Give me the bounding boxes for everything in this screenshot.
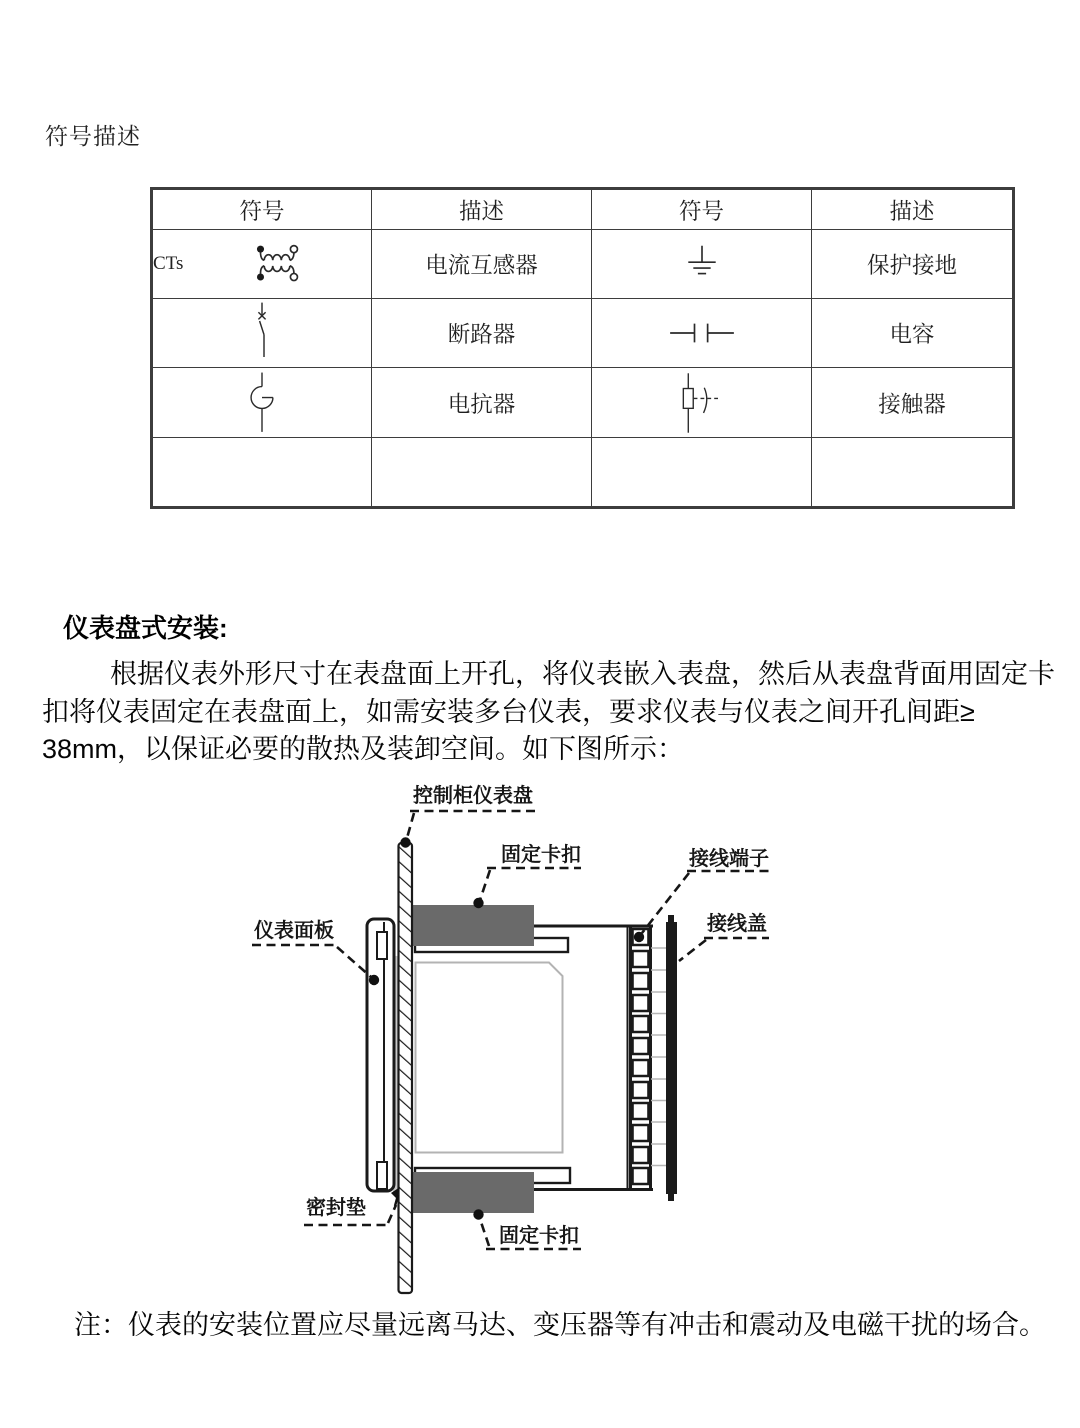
symbol-cell [592, 368, 812, 438]
desc-cell: 电流互感器 [372, 230, 592, 299]
terminal-cover-nub-bottom [668, 1193, 674, 1201]
empty-cell [812, 438, 1014, 508]
reactor-symbol [238, 371, 286, 435]
protective-earth-symbol [680, 243, 724, 285]
desc-cell: 断路器 [372, 299, 592, 368]
table-header-row [152, 189, 1014, 230]
meter-case-outline [416, 963, 563, 1153]
panel-leader-dot [400, 837, 410, 847]
label-fixing-clip-bottom: 固定卡扣 [499, 1225, 579, 1247]
installation-diagram [240, 775, 820, 1303]
install-paragraph [42, 656, 1062, 769]
clip-bottom-leader [480, 1219, 489, 1246]
column-header-symbol-2: 符号 [592, 189, 812, 230]
fixing-clip-bottom [411, 1172, 534, 1213]
table-row [152, 368, 1014, 438]
install-note: 注：仪表的安装位置应尽量远离马达、变压器等有冲击和震动及电磁干扰的场合。 [74, 1310, 1046, 1340]
paragraph-line: 38mm，以保证必要的散热及装卸空间。如下图所示： [42, 734, 685, 764]
circuit-breaker-symbol [245, 301, 279, 365]
bezel-slot-bottom [377, 1162, 387, 1189]
clip-top-leader-dot [473, 898, 483, 908]
contactor-symbol [664, 371, 740, 435]
clip-top-leader [480, 870, 490, 900]
terminal-cover-leader [679, 940, 706, 961]
label-panel: 控制柜仪表盘 [413, 785, 533, 807]
gasket-leader [388, 1205, 396, 1223]
symbol-cell [152, 230, 372, 299]
table-row [152, 230, 1014, 299]
terminal-screw-lines [651, 948, 666, 1166]
desc-cell: 保护接地 [812, 230, 1014, 299]
empty-cell [592, 438, 812, 508]
front-panel-leader-dot [369, 975, 379, 985]
terminal-blocks [633, 929, 649, 1184]
symbol-section-title: 符号描述 [45, 124, 141, 149]
label-terminals: 接线端子 [689, 848, 769, 870]
table-row [152, 299, 1014, 368]
column-header-desc-2: 描述 [812, 189, 1014, 230]
install-section-heading: 仪表盘式安装: [63, 613, 228, 643]
panel-leader [407, 813, 414, 838]
fixing-clip-top [411, 905, 534, 946]
label-front-panel: 仪表面板 [254, 920, 334, 942]
label-terminal-cover: 接线盖 [707, 913, 767, 935]
desc-cell: 电容 [812, 299, 1014, 368]
column-header-symbol-1: 符号 [152, 189, 372, 230]
symbol-cell [592, 230, 812, 299]
terminal-cover-nub-top [668, 915, 674, 923]
desc-cell: 电抗器 [372, 368, 592, 438]
bezel-slot-top [377, 932, 387, 959]
paragraph-line: 扣将仪表固定在表盘面上，如需安装多台仪表，要求仪表与仪表之间开孔间距≥ [42, 696, 975, 727]
paragraph-line: 根据仪表外形尺寸在表盘面上开孔，将仪表嵌入表盘，然后从表盘背面用固定卡 [110, 659, 1055, 689]
empty-cell [152, 438, 372, 508]
symbol-table [150, 187, 1015, 509]
label-fixing-clip-top: 固定卡扣 [501, 844, 581, 866]
panel-cutout-strip [399, 843, 413, 1293]
column-header-desc-1: 描述 [372, 189, 592, 230]
clip-bottom-leader-dot [473, 1209, 483, 1219]
desc-cell: 接触器 [812, 368, 1014, 438]
empty-cell [372, 438, 592, 508]
current-transformer-symbol [254, 241, 306, 287]
capacitor-symbol [664, 318, 740, 348]
symbol-cell [152, 368, 372, 438]
label-gasket: 密封垫 [306, 1197, 366, 1219]
symbol-cell [592, 299, 812, 368]
ct-symbol-label: CTs [153, 253, 184, 274]
terminals-leader-dot [634, 932, 644, 942]
terminals-leader [642, 873, 689, 933]
table-row-empty [152, 438, 1014, 508]
symbol-cell [152, 299, 372, 368]
terminal-cover-bar [666, 922, 677, 1194]
